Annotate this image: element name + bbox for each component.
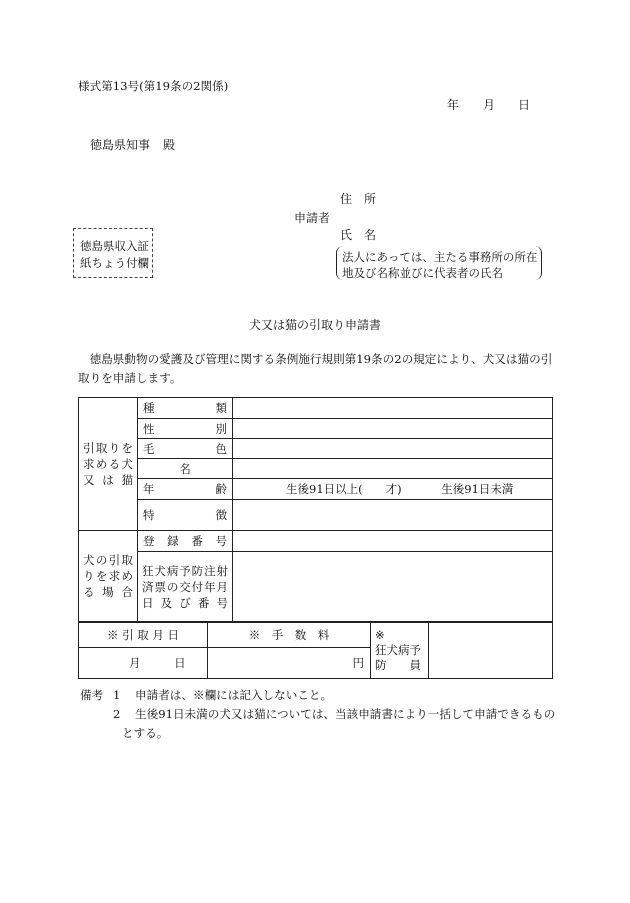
corporate-note-line2: 地及び名称並びに代表者の氏名: [342, 266, 503, 280]
corporate-note: [342, 249, 537, 281]
rabies-officer-field[interactable]: [429, 623, 553, 679]
animal-name-field[interactable]: [233, 459, 553, 479]
note-2-text-line2: とする。: [122, 726, 169, 740]
age-option-over: 生後91日以上( 才): [286, 482, 402, 496]
note-item-1: [80, 686, 333, 705]
body-text: 徳島県動物の愛護及び管理に関する条例施行規則第19条の2の規定により、犬又は猫の引取りを申請します。: [78, 352, 553, 385]
pickup-day-label: 日: [174, 656, 186, 670]
animal-info-table: [78, 397, 553, 622]
date-year-label: 年: [447, 98, 460, 112]
age-field[interactable]: [233, 479, 553, 500]
stamp-box-line2: 紙ちょう付欄: [80, 256, 149, 270]
dog-group-label: 犬の引取りを求める場合: [79, 531, 138, 622]
registration-number-field[interactable]: [233, 531, 553, 552]
office-use-table: [78, 622, 553, 679]
rabies-officer-label: [371, 623, 429, 679]
notes: [80, 686, 556, 743]
date-month-label: 月: [483, 98, 496, 112]
name-label: 氏 名: [340, 228, 377, 242]
corporate-note-line1: 法人にあっては、主たる事務所の所在: [342, 250, 538, 264]
notes-label: 備考: [80, 688, 104, 702]
note-item-2: [80, 705, 556, 724]
coat-color-field[interactable]: [233, 439, 553, 459]
animal-name-label: 名: [138, 459, 233, 479]
sex-field[interactable]: [233, 419, 553, 439]
type-field[interactable]: [233, 398, 553, 419]
fee-field[interactable]: [208, 648, 371, 679]
vaccination-label: 狂犬病予防注射済票の交付年月日及び番号: [138, 552, 233, 622]
address-label: 住 所: [340, 192, 377, 206]
pickup-date-header: ※ 引 取 月 日: [79, 623, 208, 648]
age-label: 年齢: [138, 479, 233, 500]
addressee-honorific: 殿: [163, 138, 176, 152]
document-title: 犬又は猫の引取り申請書: [248, 318, 381, 332]
note-2-number: 2: [113, 707, 121, 721]
rabies-mark: ※: [375, 628, 385, 642]
stamp-box-line1: 徳島県収入証: [80, 239, 149, 253]
vaccination-field[interactable]: [233, 552, 553, 622]
pickup-date-field[interactable]: [79, 648, 208, 679]
pickup-month-label: 月: [129, 656, 141, 670]
sex-label: 性別: [138, 419, 233, 439]
form-number: 様式第13号(第19条の2関係): [78, 79, 229, 93]
animal-group-label: 引取りを求める犬又は猫: [79, 398, 138, 531]
yen-label: 円: [352, 656, 364, 670]
applicant-label: 申請者: [294, 211, 331, 225]
revenue-stamp-box: [73, 228, 153, 278]
fee-header: ※ 手 数 料: [208, 623, 371, 648]
features-label: 特徴: [138, 500, 233, 531]
date-day-label: 日: [518, 98, 531, 112]
features-field[interactable]: [233, 500, 553, 531]
type-label: 種類: [138, 398, 233, 419]
rabies-officer-text: 狂犬病予防員: [375, 643, 421, 672]
age-option-under: 生後91日未満: [441, 482, 514, 496]
note-1-number: 1: [113, 688, 121, 702]
note-1-text: 申請者は、※欄には記入しないこと。: [135, 688, 333, 702]
addressee-name: 徳島県知事: [90, 138, 151, 152]
registration-number-label: 登録番号: [138, 531, 233, 552]
note-2-text-line1: 生後91日未満の犬又は猫については、当該申請書により一括して申請できるもの: [135, 707, 556, 721]
coat-color-label: 毛色: [138, 439, 233, 459]
